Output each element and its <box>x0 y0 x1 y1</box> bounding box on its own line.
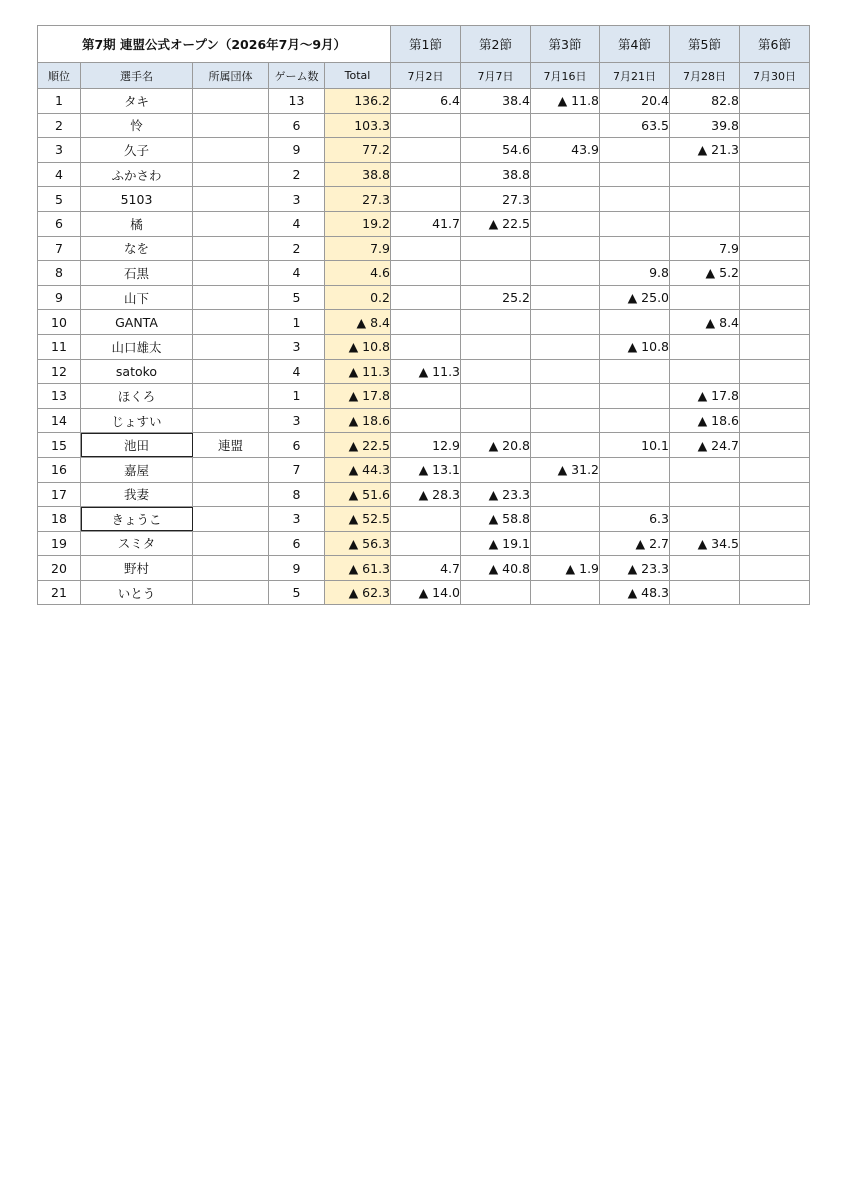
standings-table <box>37 25 810 605</box>
total-cell: ▲ 51.6 <box>325 482 391 507</box>
score-cell-section-6 <box>740 359 810 384</box>
score-cell-section-2 <box>461 310 531 335</box>
score-cell-section-5: 82.8 <box>670 89 740 114</box>
total-cell: 7.9 <box>325 236 391 261</box>
score-cell-section-1 <box>391 261 461 286</box>
score-cell-section-3 <box>531 482 600 507</box>
score-cell-section-1 <box>391 531 461 556</box>
table-row <box>38 531 810 556</box>
player-name-cell: satoko <box>81 359 193 384</box>
score-cell-section-5: ▲ 24.7 <box>670 433 740 458</box>
games-cell: 1 <box>269 384 325 409</box>
games-cell: 1 <box>269 310 325 335</box>
score-cell-section-4 <box>600 211 670 236</box>
player-name-cell: 橘 <box>81 211 193 236</box>
rank-cell: 9 <box>38 285 81 310</box>
score-cell-section-2: 38.4 <box>461 89 531 114</box>
score-cell-section-3: ▲ 1.9 <box>531 556 600 581</box>
team-cell: 連盟 <box>193 433 269 458</box>
score-cell-section-1 <box>391 187 461 212</box>
team-header: 所属団体 <box>193 63 269 89</box>
player-name-cell: じょすい <box>81 408 193 433</box>
score-cell-section-4 <box>600 236 670 261</box>
score-cell-section-2: 25.2 <box>461 285 531 310</box>
total-cell: ▲ 62.3 <box>325 580 391 605</box>
rank-cell: 15 <box>38 433 81 458</box>
score-cell-section-6 <box>740 211 810 236</box>
total-cell: ▲ 8.4 <box>325 310 391 335</box>
score-cell-section-4 <box>600 408 670 433</box>
score-cell-section-2 <box>461 113 531 138</box>
player-name-cell: いとう <box>81 580 193 605</box>
team-cell <box>193 310 269 335</box>
score-cell-section-6 <box>740 457 810 482</box>
score-cell-section-4: 6.3 <box>600 507 670 532</box>
score-cell-section-3: ▲ 31.2 <box>531 457 600 482</box>
table-row <box>38 236 810 261</box>
total-cell: 77.2 <box>325 138 391 163</box>
score-cell-section-3 <box>531 113 600 138</box>
score-cell-section-4: 63.5 <box>600 113 670 138</box>
games-cell: 3 <box>269 507 325 532</box>
column-header-row <box>38 63 810 89</box>
rank-cell: 14 <box>38 408 81 433</box>
games-cell: 6 <box>269 531 325 556</box>
rank-cell: 19 <box>38 531 81 556</box>
score-cell-section-6 <box>740 334 810 359</box>
team-cell <box>193 556 269 581</box>
score-cell-section-1 <box>391 236 461 261</box>
total-cell: 27.3 <box>325 187 391 212</box>
score-cell-section-3: ▲ 11.8 <box>531 89 600 114</box>
score-cell-section-3 <box>531 507 600 532</box>
team-cell <box>193 334 269 359</box>
rank-cell: 16 <box>38 457 81 482</box>
date-header-5: 7月28日 <box>670 63 740 89</box>
score-cell-section-2 <box>461 359 531 384</box>
rank-cell: 5 <box>38 187 81 212</box>
player-name-cell: きょうこ <box>81 507 193 532</box>
score-cell-section-1: ▲ 14.0 <box>391 580 461 605</box>
score-cell-section-2: 27.3 <box>461 187 531 212</box>
score-cell-section-2 <box>461 334 531 359</box>
rank-cell: 8 <box>38 261 81 286</box>
score-cell-section-3: 43.9 <box>531 138 600 163</box>
score-cell-section-2: ▲ 23.3 <box>461 482 531 507</box>
score-cell-section-6 <box>740 507 810 532</box>
score-cell-section-1 <box>391 113 461 138</box>
score-cell-section-5: ▲ 5.2 <box>670 261 740 286</box>
player-name-cell: スミタ <box>81 531 193 556</box>
rank-cell: 12 <box>38 359 81 384</box>
team-cell <box>193 162 269 187</box>
table-row <box>38 507 810 532</box>
score-cell-section-6 <box>740 89 810 114</box>
score-cell-section-3 <box>531 261 600 286</box>
score-cell-section-6 <box>740 113 810 138</box>
score-cell-section-6 <box>740 187 810 212</box>
score-cell-section-6 <box>740 236 810 261</box>
section-header-2: 第2節 <box>461 26 531 63</box>
rank-cell: 10 <box>38 310 81 335</box>
score-cell-section-3 <box>531 384 600 409</box>
table-row <box>38 285 810 310</box>
score-cell-section-3 <box>531 408 600 433</box>
score-cell-section-5: ▲ 34.5 <box>670 531 740 556</box>
games-cell: 8 <box>269 482 325 507</box>
table-row <box>38 482 810 507</box>
table-row <box>38 556 810 581</box>
player-name-cell: GANTA <box>81 310 193 335</box>
team-cell <box>193 187 269 212</box>
score-cell-section-2 <box>461 408 531 433</box>
player-name-cell: 野村 <box>81 556 193 581</box>
score-cell-section-3 <box>531 211 600 236</box>
team-cell <box>193 580 269 605</box>
score-cell-section-2: ▲ 58.8 <box>461 507 531 532</box>
score-cell-section-2: 38.8 <box>461 162 531 187</box>
score-cell-section-1 <box>391 408 461 433</box>
games-cell: 5 <box>269 285 325 310</box>
total-cell: 136.2 <box>325 89 391 114</box>
games-cell: 7 <box>269 457 325 482</box>
team-cell <box>193 211 269 236</box>
table-row <box>38 138 810 163</box>
score-cell-section-4 <box>600 310 670 335</box>
score-cell-section-4: ▲ 10.8 <box>600 334 670 359</box>
player-name-cell: 5103 <box>81 187 193 212</box>
score-cell-section-6 <box>740 531 810 556</box>
score-cell-section-4: ▲ 23.3 <box>600 556 670 581</box>
team-cell <box>193 359 269 384</box>
games-cell: 2 <box>269 236 325 261</box>
score-cell-section-6 <box>740 384 810 409</box>
score-cell-section-5 <box>670 482 740 507</box>
total-cell: 19.2 <box>325 211 391 236</box>
score-cell-section-4 <box>600 187 670 212</box>
table-row <box>38 113 810 138</box>
team-cell <box>193 531 269 556</box>
date-header-4: 7月21日 <box>600 63 670 89</box>
player-name-cell: 怜 <box>81 113 193 138</box>
table-row <box>38 580 810 605</box>
section-header-5: 第5節 <box>670 26 740 63</box>
score-cell-section-5 <box>670 162 740 187</box>
player-header: 選手名 <box>81 63 193 89</box>
rank-cell: 18 <box>38 507 81 532</box>
score-cell-section-1 <box>391 162 461 187</box>
score-cell-section-3 <box>531 310 600 335</box>
section-header-1: 第1節 <box>391 26 461 63</box>
rank-cell: 13 <box>38 384 81 409</box>
player-name-cell: ほくろ <box>81 384 193 409</box>
title-row <box>38 26 810 63</box>
games-cell: 9 <box>269 556 325 581</box>
score-cell-section-3 <box>531 285 600 310</box>
score-cell-section-1: 12.9 <box>391 433 461 458</box>
score-cell-section-2 <box>461 384 531 409</box>
team-cell <box>193 285 269 310</box>
score-cell-section-1: ▲ 11.3 <box>391 359 461 384</box>
team-cell <box>193 236 269 261</box>
games-cell: 4 <box>269 211 325 236</box>
player-name-cell: 山下 <box>81 285 193 310</box>
score-cell-section-5 <box>670 187 740 212</box>
score-cell-section-1 <box>391 334 461 359</box>
score-cell-section-3 <box>531 433 600 458</box>
total-cell: ▲ 56.3 <box>325 531 391 556</box>
score-cell-section-5: ▲ 17.8 <box>670 384 740 409</box>
games-cell: 4 <box>269 261 325 286</box>
table-row <box>38 310 810 335</box>
games-cell: 5 <box>269 580 325 605</box>
score-cell-section-2: 54.6 <box>461 138 531 163</box>
date-header-2: 7月7日 <box>461 63 531 89</box>
score-cell-section-4 <box>600 162 670 187</box>
score-cell-section-6 <box>740 138 810 163</box>
rank-cell: 4 <box>38 162 81 187</box>
section-header-4: 第4節 <box>600 26 670 63</box>
games-cell: 3 <box>269 408 325 433</box>
team-cell <box>193 138 269 163</box>
games-header: ゲーム数 <box>269 63 325 89</box>
rank-cell: 1 <box>38 89 81 114</box>
rank-cell: 17 <box>38 482 81 507</box>
team-cell <box>193 89 269 114</box>
score-cell-section-6 <box>740 162 810 187</box>
score-cell-section-4: 20.4 <box>600 89 670 114</box>
player-name-cell: タキ <box>81 89 193 114</box>
score-cell-section-6 <box>740 556 810 581</box>
table-row <box>38 89 810 114</box>
date-header-6: 7月30日 <box>740 63 810 89</box>
score-cell-section-5: ▲ 21.3 <box>670 138 740 163</box>
score-cell-section-3 <box>531 187 600 212</box>
player-name-cell: 久子 <box>81 138 193 163</box>
score-cell-section-5: ▲ 8.4 <box>670 310 740 335</box>
date-header-1: 7月2日 <box>391 63 461 89</box>
table-row <box>38 457 810 482</box>
score-cell-section-2: ▲ 20.8 <box>461 433 531 458</box>
table-row <box>38 433 810 458</box>
score-cell-section-1: ▲ 28.3 <box>391 482 461 507</box>
score-cell-section-6 <box>740 261 810 286</box>
rank-cell: 6 <box>38 211 81 236</box>
table-row <box>38 334 810 359</box>
total-cell: ▲ 52.5 <box>325 507 391 532</box>
total-cell: ▲ 11.3 <box>325 359 391 384</box>
score-cell-section-5 <box>670 580 740 605</box>
team-cell <box>193 482 269 507</box>
rank-cell: 2 <box>38 113 81 138</box>
table-row <box>38 384 810 409</box>
table-row <box>38 408 810 433</box>
score-cell-section-2 <box>461 261 531 286</box>
score-cell-section-5 <box>670 334 740 359</box>
score-cell-section-3 <box>531 580 600 605</box>
total-cell: ▲ 44.3 <box>325 457 391 482</box>
score-cell-section-6 <box>740 580 810 605</box>
date-header-3: 7月16日 <box>531 63 600 89</box>
score-cell-section-3 <box>531 236 600 261</box>
table-row <box>38 359 810 384</box>
score-cell-section-4: ▲ 25.0 <box>600 285 670 310</box>
rank-cell: 11 <box>38 334 81 359</box>
score-cell-section-2 <box>461 236 531 261</box>
table-row <box>38 261 810 286</box>
team-cell <box>193 261 269 286</box>
score-cell-section-5 <box>670 359 740 384</box>
rank-header: 順位 <box>38 63 81 89</box>
player-name-cell: なを <box>81 236 193 261</box>
score-cell-section-4: 9.8 <box>600 261 670 286</box>
score-cell-section-5 <box>670 285 740 310</box>
score-cell-section-5: 39.8 <box>670 113 740 138</box>
games-cell: 13 <box>269 89 325 114</box>
team-cell <box>193 507 269 532</box>
player-name-cell: 山口雄太 <box>81 334 193 359</box>
score-cell-section-4: 10.1 <box>600 433 670 458</box>
team-cell <box>193 457 269 482</box>
total-cell: 0.2 <box>325 285 391 310</box>
score-cell-section-2: ▲ 22.5 <box>461 211 531 236</box>
total-header: Total <box>325 63 391 89</box>
table-row <box>38 162 810 187</box>
score-cell-section-1 <box>391 310 461 335</box>
rank-cell: 21 <box>38 580 81 605</box>
player-name-cell: 嘉屋 <box>81 457 193 482</box>
score-cell-section-5 <box>670 507 740 532</box>
player-name-cell: 池田 <box>81 433 193 458</box>
score-cell-section-3 <box>531 359 600 384</box>
games-cell: 2 <box>269 162 325 187</box>
section-header-3: 第3節 <box>531 26 600 63</box>
score-cell-section-2 <box>461 457 531 482</box>
table-row <box>38 187 810 212</box>
score-cell-section-1 <box>391 384 461 409</box>
score-cell-section-1: ▲ 13.1 <box>391 457 461 482</box>
score-cell-section-6 <box>740 310 810 335</box>
total-cell: 4.6 <box>325 261 391 286</box>
score-cell-section-1: 41.7 <box>391 211 461 236</box>
score-cell-section-1 <box>391 138 461 163</box>
games-cell: 3 <box>269 187 325 212</box>
score-cell-section-1 <box>391 507 461 532</box>
total-cell: ▲ 18.6 <box>325 408 391 433</box>
score-cell-section-6 <box>740 482 810 507</box>
rank-cell: 7 <box>38 236 81 261</box>
games-cell: 6 <box>269 113 325 138</box>
score-cell-section-5 <box>670 457 740 482</box>
section-header-6: 第6節 <box>740 26 810 63</box>
total-cell: ▲ 61.3 <box>325 556 391 581</box>
score-cell-section-5: ▲ 18.6 <box>670 408 740 433</box>
total-cell: 103.3 <box>325 113 391 138</box>
player-name-cell: 我妻 <box>81 482 193 507</box>
total-cell: ▲ 10.8 <box>325 334 391 359</box>
score-cell-section-5 <box>670 556 740 581</box>
score-cell-section-4 <box>600 457 670 482</box>
total-cell: ▲ 22.5 <box>325 433 391 458</box>
team-cell <box>193 408 269 433</box>
team-cell <box>193 384 269 409</box>
score-cell-section-6 <box>740 433 810 458</box>
score-cell-section-4 <box>600 482 670 507</box>
score-cell-section-1: 6.4 <box>391 89 461 114</box>
score-cell-section-1 <box>391 285 461 310</box>
rank-cell: 3 <box>38 138 81 163</box>
score-cell-section-2: ▲ 40.8 <box>461 556 531 581</box>
score-cell-section-4 <box>600 359 670 384</box>
score-cell-section-4: ▲ 48.3 <box>600 580 670 605</box>
score-cell-section-2: ▲ 19.1 <box>461 531 531 556</box>
games-cell: 6 <box>269 433 325 458</box>
rank-cell: 20 <box>38 556 81 581</box>
table-title: 第7期 連盟公式オープン（2026年7月〜9月） <box>38 26 391 63</box>
player-name-cell: 石黒 <box>81 261 193 286</box>
score-cell-section-4 <box>600 384 670 409</box>
games-cell: 3 <box>269 334 325 359</box>
score-cell-section-1: 4.7 <box>391 556 461 581</box>
score-cell-section-5 <box>670 211 740 236</box>
table-row <box>38 211 810 236</box>
score-cell-section-6 <box>740 408 810 433</box>
score-cell-section-3 <box>531 531 600 556</box>
score-cell-section-2 <box>461 580 531 605</box>
team-cell <box>193 113 269 138</box>
player-name-cell: ふかさわ <box>81 162 193 187</box>
score-cell-section-4: ▲ 2.7 <box>600 531 670 556</box>
score-cell-section-3 <box>531 334 600 359</box>
games-cell: 4 <box>269 359 325 384</box>
score-cell-section-3 <box>531 162 600 187</box>
games-cell: 9 <box>269 138 325 163</box>
total-cell: 38.8 <box>325 162 391 187</box>
score-cell-section-4 <box>600 138 670 163</box>
score-cell-section-5: 7.9 <box>670 236 740 261</box>
total-cell: ▲ 17.8 <box>325 384 391 409</box>
score-cell-section-6 <box>740 285 810 310</box>
